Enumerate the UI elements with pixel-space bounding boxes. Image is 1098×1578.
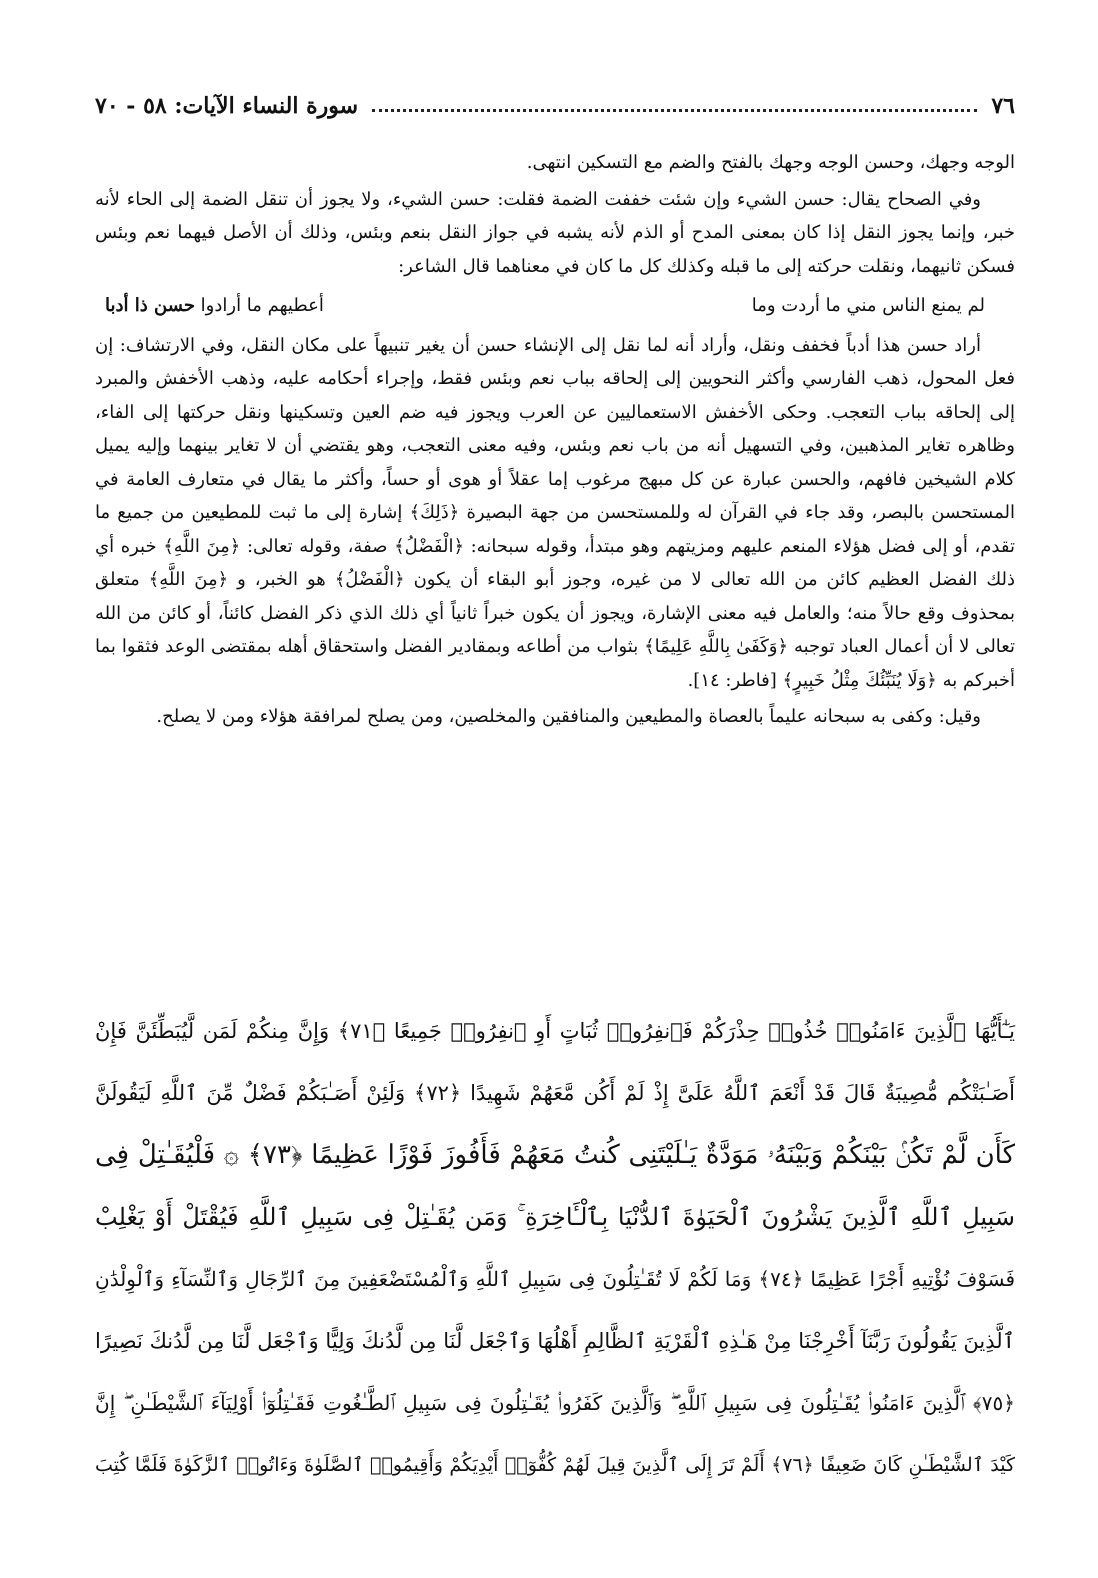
quran-text-block [95,1000,1015,1496]
paragraph-3: أراد حسن هذا أدباً فخفف ونقل، وأراد أنه لما نقل إلى الإنشاء حسن أن يغير تنبيهاً على مكان النقل، وفي الارتشاف: إن فعل المحول، ذهب الفارسي وأكثر النحويين إلى إلحاقه بباب نعم وبئس فقط، وإجراء أحكامه عليه، وذهب الأخفش والمبرد إلى إلحاقه بباب التعجب. وحكى الأخفش الاستعماليين عن العرب ويجوز فيه ضم العين وتسكينها ونقل حركتها إلى الفاء، وظاهره تغاير المذهبين، وفي التسهيل أنه من باب نعم وبئس، وفيه معنى التعجب، وهو يقتضي أن لا تغاير بينهما وإليه يميل كلام الشيخين فافهم، والحسن عبارة عن كل مبهج مرغوب إما عقلاً أو هوى أو حساً، وأكثر ما يقال في متعارف العامة في المستحسن بالبصر، وقد جاء في القرآن له وللمستحسن من جهة البصيرة ﴿ذَلِكَ﴾ إشارة إلى ما ثبت للمطيعين من جميع ما تقدم، أو إلى فضل هؤلاء المنعم عليهم ومزيتهم وهو مبتدأ، وقوله سبحانه: ﴿الْفَضْلُ﴾ صفة، وقوله تعالى: ﴿مِنَ اللَّهِ﴾ خبره أي ذلك الفضل العظيم كائن من الله تعالى لا من غيره، وجوز أبو البقاء أن يكون ﴿الْفَضْلُ﴾ هو الخبر، و ﴿مِنَ اللَّهِ﴾ متعلق بمحذوف وقع حالاً منه؛ والعامل فيه معنى الإشارة، ويجوز أن يكون خبراً ثانياً أي ذلك الذي ذكر الفضل كائناً، أو كائن من الله تعالى لا أن أعمال العباد توجبه ﴿وَكَفَىٰ بِاللَّهِ عَلِيمًا﴾ بثواب من أطاعه وبمقادير الفضل واستحقاق أهله بمقتضى الوعد فثقوا بما أخبركم به ﴿وَلَا يُنَبِّئُكَ مِثْلُ خَبِيرٍ﴾ [فاطر: ١٤]. [95,334,1015,691]
commentary-text [95,146,1015,734]
page [95,88,1015,737]
verse-second-bold: حسن ذا أدبا [105,295,195,316]
quran-line: ٱلَّذِينَ يَقُولُونَ رَبَّنَآ أَخْرِجْنَا مِنْ هَـٰذِهِ ٱلْقَرْيَةِ ٱلظَّالِمِ أَهْلُهَا وَٱجْعَل لَّنَا مِن لَّدُنكَ وَلِيًّا وَٱجْعَل لَّنَا مِن لَّدُنكَ نَصِيرًا [95,1329,1015,1353]
verse-second-plain: أعطيهم ما أرادوا [194,295,324,316]
header-title: سورة النساء الآيات: ٥٨ - ٧٠ [95,93,359,119]
poetry-verse [105,289,985,323]
quran-line: فَسَوْفَ نُؤْتِيهِ أَجْرًا عَظِيمًا ﴿٧٤﴾ وَمَا لَكُمْ لَا تُقَـٰتِلُونَ فِى سَبِيلِ ٱللَّهِ وَٱلْمُسْتَضْعَفِينَ مِنَ ٱلرِّجَالِ وَٱلنِّسَآءِ وَٱلْوِلْدَٰنِ [95,1267,1016,1291]
quran-line: سَبِيلِ ٱللَّهِ ٱلَّذِينَ يَشْرُونَ ٱلْحَيَوٰةَ ٱلدُّنْيَا بِٱلْـَٔاخِرَةِ ۚ وَمَن يُقَـٰتِلْ فِى سَبِيلِ ٱللَّهِ فَيُقْتَلْ أَوْ يَغْلِبْ [95,1203,1015,1231]
header-dot-leader [372,109,977,112]
verse-first-hemistich: لم يمنع الناس مني ما أردت وما [751,295,985,316]
quran-line: كَأَن لَّمْ تَكُنۢ بَيْنَكُمْ وَبَيْنَهُۥ مَوَدَّةٌ يَـٰلَيْتَنِى كُنتُ مَعَهُمْ فَأَفُوزَ فَوْزًا عَظِيمًا ﴿٧٣﴾ ۞ فَلْيُقَـٰتِلْ فِى [95,1140,1015,1170]
quran-line: أَصَـٰبَتْكُم مُّصِيبَةٌ قَالَ قَدْ أَنْعَمَ ٱللَّهُ عَلَىَّ إِذْ لَمْ أَكُن مَّعَهُمْ شَهِيدًا ﴿٧٢﴾ وَلَئِنْ أَصَـٰبَكُمْ فَضْلٌ مِّنَ ٱللَّهِ لَيَقُولَنَّ [95,1081,1015,1105]
quran-line: يَـٰٓأَيُّهَا ٱلَّذِينَ ءَامَنُوا۟ خُذُوا۟ حِذْرَكُمْ فَٱنفِرُوا۟ ثُبَاتٍ أَوِ ٱنفِرُوا۟ جَمِيعًا ﴿٧١﴾ وَإِنَّ مِنكُمْ لَمَن لَّيُبَطِّئَنَّ فَإِنْ [95,1019,1015,1043]
page-number: ٧٦ [991,93,1015,119]
verse-second-hemistich [105,289,527,323]
quran-line: ﴿٧٥﴾ ٱلَّذِينَ ءَامَنُوا۟ يُقَـٰتِلُونَ فِى سَبِيلِ ٱللَّهِ ۖ وَٱلَّذِينَ كَفَرُوا۟ يُقَـٰتِلُونَ فِى سَبِيلِ ٱلطَّـٰغُوتِ فَقَـٰتِلُوٓا۟ أَوْلِيَآءَ ٱلشَّيْطَـٰنِ ۖ إِنَّ [95,1391,1015,1415]
paragraph-2: وفي الصحاح يقال: حسن الشيء وإن شئت خففت الضمة فقلت: حسن الشيء، ولا يجوز أن تنقل الضمة إلى الحاء لأنه خبر، وإنما يجوز النقل إذا كان بمعنى المدح أو الذم لأنه يشبه في جواز النقل بنعم وبئس، وذلك أن الأصل فيهما نعم وبئس فسكن ثانيهما، ونقلت حركته إلى ما قبله وكذلك كل ما كان في معناهما قال الشاعر: [95,188,1015,277]
paragraph-4: وقيل: وكفى به سبحانه عليماً بالعصاة والمطيعين والمنافقين والمخلصين، ومن يصلح لمرافقة هؤلاء ومن لا يصلح. [156,706,981,727]
running-header [95,88,1015,124]
paragraph-1: الوجه وجهك، وحسن الوجه وجهك بالفتح والضم مع التسكين انتهى. [526,152,1015,173]
quran-line: كَيْدَ ٱلشَّيْطَـٰنِ كَانَ ضَعِيفًا ﴿٧٦﴾ أَلَمْ تَرَ إِلَى ٱلَّذِينَ قِيلَ لَهُمْ كُفُّوٓا۟ أَيْدِيَكُمْ وَأَقِيمُوا۟ ٱلصَّلَوٰةَ وَءَاتُوا۟ ٱلزَّكَوٰةَ فَلَمَّا كُتِبَ [95,1454,1015,1476]
